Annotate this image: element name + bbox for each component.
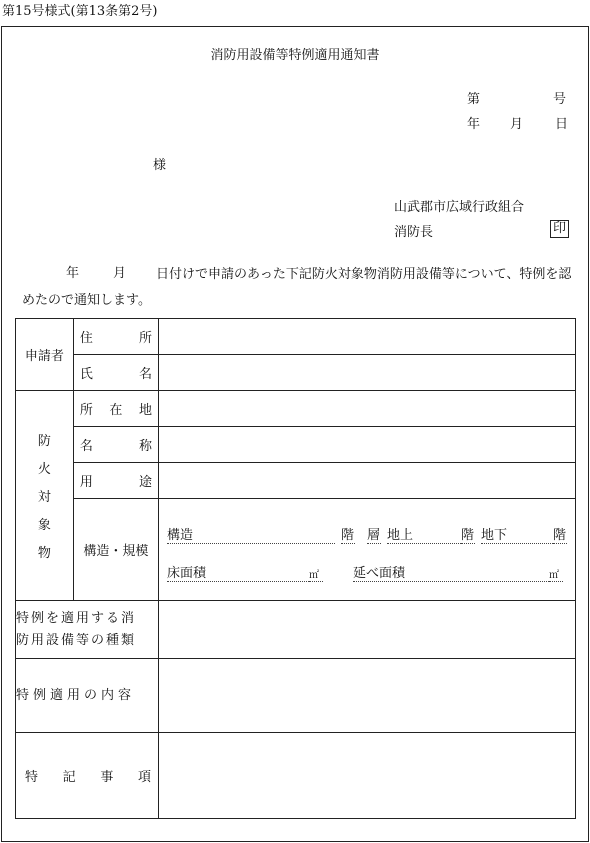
date-month: 月 [510, 117, 524, 132]
location-label-char-1: 所 [79, 403, 93, 418]
floor-area-label: 床面積 [167, 562, 309, 582]
body-year: 年 [66, 266, 80, 281]
object-name-label-char-2: 称 [138, 439, 152, 454]
floors-unit-1: 階 [341, 524, 355, 544]
address-label-char-2: 所 [138, 331, 152, 346]
applicant-header: 申請者 [16, 319, 74, 391]
usage-label [73, 463, 158, 499]
seal-mark: 印 [550, 220, 569, 238]
layers-label: 層 [367, 524, 381, 544]
below-ground-label: 地下 [481, 524, 553, 544]
special-type-line-2: 防用設備等の種類 [16, 632, 137, 648]
form-number-label: 第15号様式(第13条第2号) [2, 4, 158, 19]
object-header-char-1: 防 [37, 434, 51, 449]
fire-object-header [16, 391, 74, 601]
name-field[interactable] [158, 355, 575, 391]
floor-area-unit: ㎡ [309, 566, 323, 582]
total-area-unit: ㎡ [549, 566, 563, 582]
address-label [73, 319, 158, 355]
location-label [73, 391, 158, 427]
remarks-char-2: 記 [62, 770, 76, 785]
remarks-char-1: 特 [25, 770, 39, 785]
location-field[interactable] [158, 391, 575, 427]
usage-label-char-1: 用 [79, 475, 93, 490]
special-type-line-1: 特例を適用する消 [16, 610, 137, 626]
special-type-field[interactable] [158, 601, 575, 659]
remarks-label [16, 733, 159, 819]
structure-label: 構造 [167, 524, 335, 544]
remarks-char-3: 事 [100, 770, 114, 785]
addressee-suffix: 様 [153, 158, 167, 173]
details-table [15, 318, 576, 819]
address-field[interactable] [158, 319, 575, 355]
total-area-label: 延べ面積 [353, 562, 549, 582]
object-name-field[interactable] [158, 427, 575, 463]
body-text: 日付けで申請のあった下記防火対象物消防用設備等について、特例を認めたので通知します。 [22, 267, 572, 308]
number-prefix: 第 [467, 92, 481, 107]
issuer-title: 消防長 [394, 225, 434, 240]
issuer-organization: 山武郡市広域行政組合 [394, 200, 525, 215]
object-name-label [73, 427, 158, 463]
name-label-char-1: 氏 [79, 367, 93, 382]
above-ground-label: 地上 [387, 524, 461, 544]
object-header-char-5: 物 [37, 546, 51, 561]
remarks-char-4: 項 [137, 770, 151, 785]
structure-scale-label: 構造・規模 [73, 499, 158, 601]
structure-scale-field[interactable] [158, 499, 575, 601]
usage-label-char-2: 途 [138, 475, 152, 490]
name-label [73, 355, 158, 391]
location-label-char-2: 在 [109, 403, 123, 418]
object-header-char-2: 火 [37, 462, 51, 477]
special-content-label: 特例適用の内容 [16, 659, 159, 733]
address-label-char-1: 住 [79, 331, 93, 346]
floors-unit-2: 階 [461, 524, 475, 544]
location-label-char-3: 地 [138, 403, 152, 418]
floors-unit-3: 階 [553, 524, 567, 544]
date-day: 日 [555, 117, 569, 132]
usage-field[interactable] [158, 463, 575, 499]
date-year: 年 [467, 117, 481, 132]
document-title: 消防用設備等特例適用通知書 [210, 48, 380, 63]
object-name-label-char-1: 名 [79, 439, 93, 454]
special-type-label [16, 601, 159, 659]
remarks-field[interactable] [158, 733, 575, 819]
name-label-char-2: 名 [138, 367, 152, 382]
object-header-char-4: 象 [37, 518, 51, 533]
number-suffix: 号 [553, 92, 567, 107]
special-content-field[interactable] [158, 659, 575, 733]
body-month: 月 [113, 266, 127, 281]
object-header-char-3: 対 [37, 490, 51, 505]
